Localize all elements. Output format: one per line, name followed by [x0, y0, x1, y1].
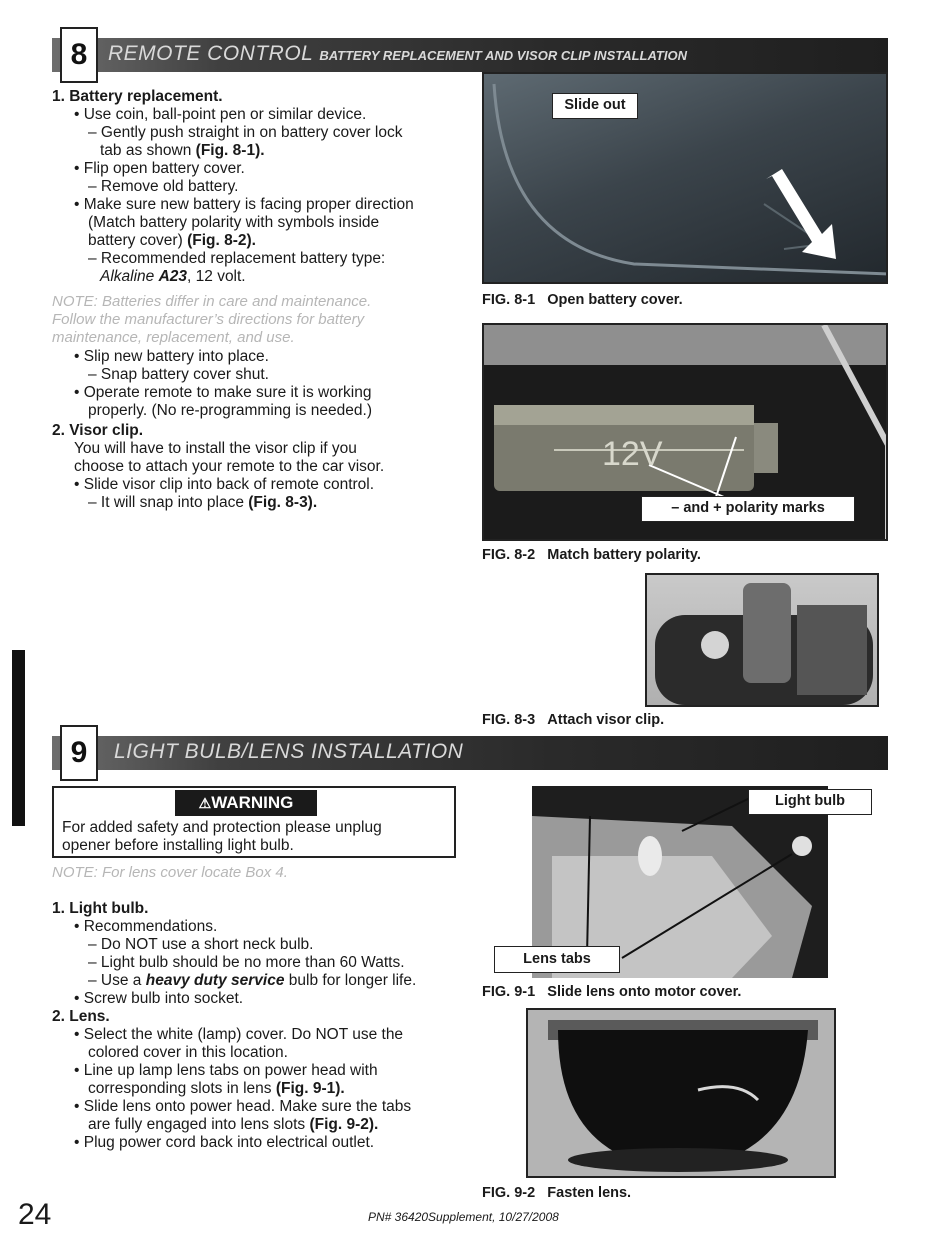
- battery-step: • Make sure new battery is facing proper direction: [74, 196, 414, 213]
- fig-9-1-caption: FIG. 9-1 Slide lens onto motor cover.: [482, 984, 742, 1000]
- battery-step: – Remove old battery.: [88, 178, 239, 195]
- fig-ref: (Fig. 9-2).: [309, 1116, 379, 1133]
- warning-text: For added safety and protection please unplug: [62, 819, 382, 836]
- fig-8-3-photo: [645, 573, 879, 707]
- fig-ref: (Fig. 8-2).: [187, 232, 256, 249]
- fig-8-2-caption: FIG. 8-2 Match battery polarity.: [482, 547, 701, 563]
- fig-9-2-photo: [526, 1008, 836, 1178]
- battery-note: NOTE: Batteries differ in care and maintenance.: [52, 293, 372, 310]
- battery-note: Follow the manufacturer’s directions for battery: [52, 311, 365, 328]
- battery-step: • Slip new battery into place.: [74, 348, 269, 365]
- lens-step: are fully engaged into lens slots (Fig. 9-2).: [88, 1116, 379, 1133]
- visor-step: choose to attach your remote to the car visor.: [74, 458, 385, 475]
- visor-step: – It will snap into place (Fig. 8-3).: [88, 494, 318, 511]
- warning-label: ⚠WARNING: [175, 790, 317, 816]
- part-number: PN# 36420Supplement, 10/27/2008: [368, 1210, 559, 1224]
- lens-step: corresponding slots in lens (Fig. 9-1).: [88, 1080, 345, 1097]
- heavy-duty-emphasis: heavy duty service: [145, 972, 285, 989]
- battery-step: • Flip open battery cover.: [74, 160, 245, 177]
- bulb-step: • Recommendations.: [74, 918, 218, 935]
- section-8-title: [108, 42, 687, 66]
- bulb-step: – Light bulb should be no more than 60 Watts.: [88, 954, 405, 971]
- battery-heading: 1. Battery replacement.: [52, 88, 223, 105]
- battery-step: properly. (No re-programming is needed.): [88, 402, 372, 419]
- battery-step: tab as shown (Fig. 8-1).: [100, 142, 265, 159]
- battery-step: (Match battery polarity with symbols inside: [88, 214, 380, 231]
- fig-9-1-callout-light-bulb: Light bulb: [748, 789, 872, 815]
- fig-8-1-caption: FIG. 8-1 Open battery cover.: [482, 292, 683, 308]
- battery-step: • Use coin, ball-point pen or similar device.: [74, 106, 367, 123]
- fig-9-2-caption: FIG. 9-2 Fasten lens.: [482, 1185, 632, 1201]
- fig-ref: (Fig. 8-1).: [195, 142, 265, 159]
- visor-step: • Slide visor clip into back of remote control.: [74, 476, 375, 493]
- bulb-step: – Use a heavy duty service bulb for longer life.: [88, 972, 417, 989]
- section-8-number: 8: [60, 27, 98, 83]
- visor-heading: 2. Visor clip.: [52, 422, 144, 439]
- lens-note: NOTE: For lens cover locate Box 4.: [52, 864, 288, 881]
- lens-step: • Line up lamp lens tabs on power head with: [74, 1062, 378, 1079]
- arrow-icon: [766, 169, 836, 259]
- section-9-title: [114, 740, 463, 764]
- fig-8-2-callout: – and + polarity marks: [641, 496, 855, 522]
- lens-heading: 2. Lens.: [52, 1008, 110, 1025]
- section-8-title-main: REMOTE CONTROL: [108, 42, 314, 65]
- fig-9-1-callout-lens-tabs: Lens tabs: [494, 946, 620, 973]
- lens-step: • Plug power cord back into electrical outlet.: [74, 1134, 375, 1151]
- battery-type-line: Alkaline A23, 12 volt.: [100, 268, 246, 285]
- section-9-title-main: LIGHT BULB/LENS INSTALLATION: [114, 740, 464, 763]
- battery-step: battery cover) (Fig. 8-2).: [88, 232, 256, 249]
- bulb-heading: 1. Light bulb.: [52, 900, 149, 917]
- fig-ref: (Fig. 9-1).: [275, 1080, 345, 1097]
- visor-clip-illustration: [647, 575, 879, 707]
- battery-note: maintenance, replacement, and use.: [52, 329, 295, 346]
- warning-text: opener before installing light bulb.: [62, 837, 294, 854]
- section-tab-marker: [12, 650, 25, 826]
- section-8-title-sub: BATTERY REPLACEMENT AND VISOR CLIP INSTALLATION: [319, 48, 687, 63]
- visor-step: You will have to install the visor clip if you: [74, 440, 357, 457]
- fig-8-1-photo: [482, 72, 888, 284]
- battery-voltage-label: 12V: [602, 435, 663, 473]
- lens-step: • Select the white (lamp) cover. Do NOT use the: [74, 1026, 404, 1043]
- battery-step: • Operate remote to make sure it is working: [74, 384, 372, 401]
- section-9-number: 9: [60, 725, 98, 781]
- fig-8-3-caption: FIG. 8-3 Attach visor clip.: [482, 712, 665, 728]
- warning-icon: ⚠: [198, 795, 212, 811]
- lens-step: colored cover in this location.: [88, 1044, 288, 1061]
- bulb-step: • Screw bulb into socket.: [74, 990, 244, 1007]
- fig-8-1-callout: Slide out: [552, 93, 638, 119]
- lens-step: • Slide lens onto power head. Make sure the tabs: [74, 1098, 412, 1115]
- battery-step: – Gently push straight in on battery cover lock: [88, 124, 403, 141]
- battery-step: – Recommended replacement battery type:: [88, 250, 386, 267]
- page-number: 24: [18, 1198, 52, 1231]
- battery-step: – Snap battery cover shut.: [88, 366, 269, 383]
- bulb-step: – Do NOT use a short neck bulb.: [88, 936, 314, 953]
- fasten-lens-illustration: [528, 1010, 836, 1178]
- remote-battery-cover-illustration: [484, 74, 888, 284]
- fig-ref: (Fig. 8-3).: [248, 494, 318, 511]
- battery-type: A23: [158, 268, 188, 285]
